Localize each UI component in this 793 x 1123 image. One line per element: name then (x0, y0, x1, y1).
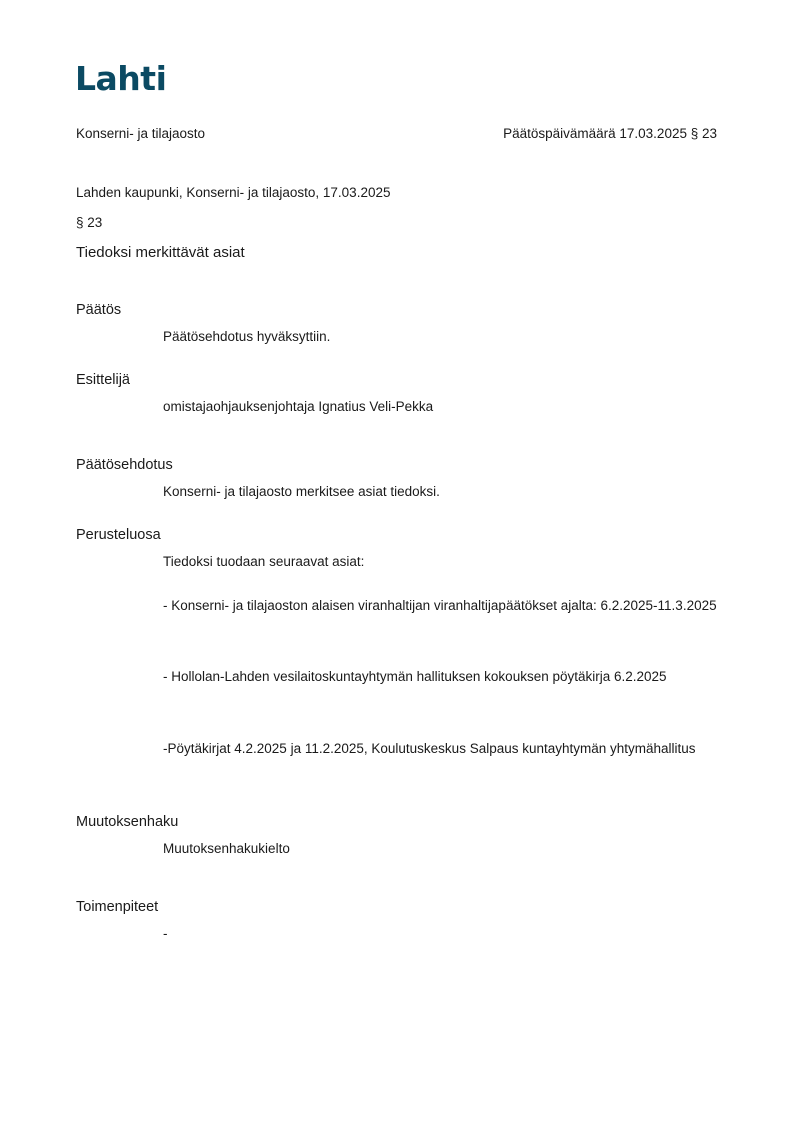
heading-paatos: Päätös (76, 302, 122, 318)
text-perusteluosa-intro: Tiedoksi tuodaan seuraavat asiat: (163, 554, 365, 569)
heading-paatosehdotus: Päätösehdotus (76, 457, 173, 473)
section-number: § 23 (76, 215, 103, 230)
heading-esittelija: Esittelijä (76, 372, 130, 388)
text-paatos: Päätösehdotus hyväksyttiin. (163, 329, 331, 344)
committee-name: Konserni- ja tilajaosto (76, 126, 206, 141)
text-muutoksenhaku: Muutoksenhakukielto (163, 841, 290, 856)
list-item-2: - Hollolan-Lahden vesilaitoskuntayhtymän hallituksen kokouksen pöytäkirja 6.2.2025 (163, 669, 667, 684)
heading-muutoksenhaku: Muutoksenhaku (76, 814, 179, 830)
list-item-1: - Konserni- ja tilajaoston alaisen viranhaltijan viranhaltijapäätökset ajalta: 6.2.2025-11.3.2025 (163, 598, 717, 613)
text-toimenpiteet: - (163, 926, 168, 941)
heading-toimenpiteet: Toimenpiteet (76, 899, 159, 915)
heading-perusteluosa: Perusteluosa (76, 527, 161, 543)
lahti-logo: Lahti (75, 59, 167, 98)
meta-line: Lahden kaupunki, Konserni- ja tilajaosto, 17.03.2025 (76, 185, 391, 200)
page-title: Tiedoksi merkittävät asiat (76, 244, 245, 261)
list-item-3: -Pöytäkirjat 4.2.2025 ja 11.2.2025, Koulutuskeskus Salpaus kuntayhtymän yhtymähallitus (163, 741, 696, 756)
decision-date: Päätöspäivämäärä 17.03.2025 § 23 (503, 126, 717, 141)
text-esittelija: omistajaohjauksenjohtaja Ignatius Veli-Pekka (163, 399, 434, 414)
text-paatosehdotus: Konserni- ja tilajaosto merkitsee asiat tiedoksi. (163, 484, 440, 499)
